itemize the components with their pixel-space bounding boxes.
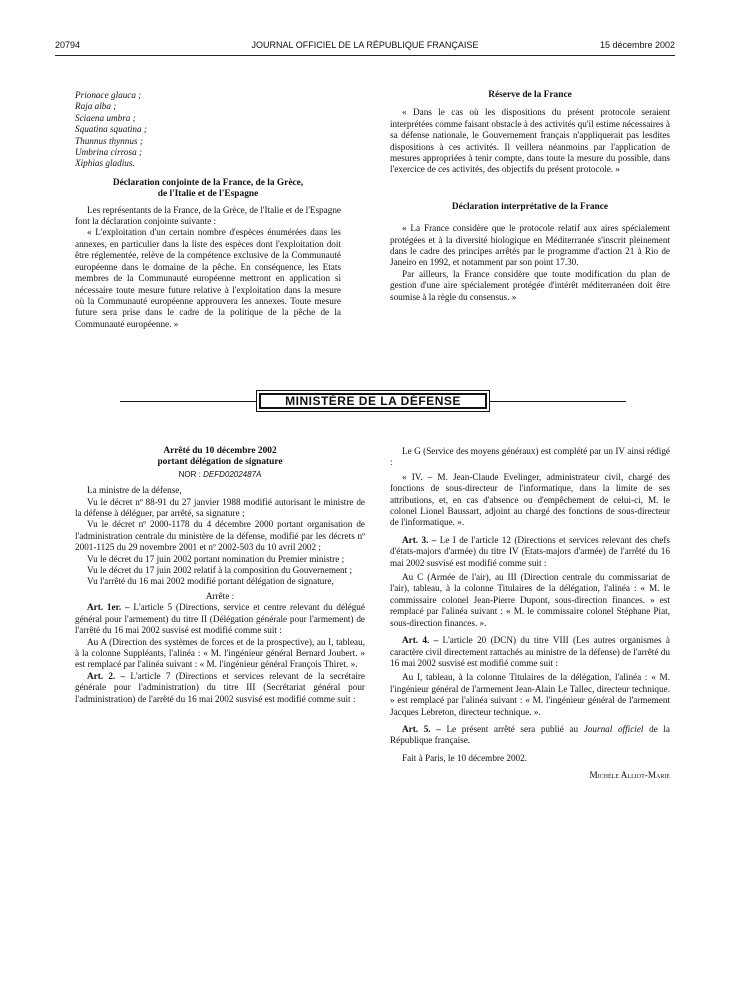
paragraph: Vu le décret nº 2000-1178 du 4 décembre 2000 portant organisation de l'administration centrale du ministère de la défense, modifié par les décrets nº 2001-1125 du 29 novembre 2001 et nº 2002-503 du 10 avril 2002 ; [75,519,365,553]
journal-title: JOURNAL OFFICIEL DE LA RÉPUBLIQUE FRANÇAISE [251,40,479,50]
article-3: Art. 3. – Le I de l'article 12 (Directions et services relevant des chefs d'états-majors d'armée) du titre IV (Etats-majors d'armée) de l'arrêté du 16 mai 2002 susvisé est modifié comme suit : [390,534,671,568]
nor-reference: NOR : DEFD0202487A [178,469,262,479]
arrete-label: Arrête : [205,590,235,601]
page-header [55,40,675,54]
arrete-left-column [75,446,365,705]
paragraph: Les représentants de la France, de la Grèce, de l'Italie et de l'Espagne font la déclaration conjointe suivante : [75,204,341,227]
paragraph: « La France considère que le protocole relatif aux aires spécialement protégées et à la diversité biologique en Méditerranée s'inscrit pleinement dans le cadre des principes arrêtés par le programme d'action 21 à Rio de Janeiro en 1992, et notamment par son point 17.30. [390,223,670,268]
arrete-subtitle: portant délégation de signature [157,457,283,468]
paragraph: « L'exploitation d'un certain nombre d'espèces énumérées dans les annexes, en particulier dans la liste des espèces dont l'exploitation doit être réglementée, relève de la compétence exclusive de la Communauté européenne dans le domaine de la pêche. En conséquence, les Etats membres de la Communauté européenne mettront en application si nécessaire toute mesure future relative à l'exploitation dans la mesure où la Communauté européenne approuvera les annexes. Toute mesure future sera prise dans le cadre de la politique de la pêche de la Communauté européenne. » [75,227,341,329]
article-2: Art. 2. – L'article 7 (Directions et services relevant de la secrétaire générale pour l'administration) du titre III (Secrétariat général pour l'administration) de l'arrêté du 16 mai 2002 susvisé est modifié comme suit : [75,670,366,704]
paragraph: « IV. – M. Jean-Claude Evelinger, administrateur civil, chargé des fonctions de sous-directeur de l'informatique, dans la limite de ses attributions, et, en cas d'absence ou d'empêchement de celui-ci, M. le colonel Lionel Baussart, adjoint au chargé des fonctions de sous-directeur de l'informatique. ». [390,471,670,528]
species-item: Squatina squatina ; [75,124,147,135]
header-rule [55,55,675,56]
paragraph: Vu le décret du 17 juin 2002 relatif à la composition du Gouvernement ; [87,565,353,576]
top-right-column [390,90,670,303]
paragraph: Au A (Direction des systèmes de forces et de la prospective), au I, tableau, à la colonne Suppléants, l'alinéa : « M. l'ingénieur général Bernard Joubert. » est remplacé par l'alinéa suivant : « M. l'ingénieur général François Thiret. ». [75,636,365,670]
paragraph: Au I, tableau, à la colonne Titulaires de la délégation, l'alinéa : « M. l'ingénieur général de l'armement Jean-Alain Le Tallec, directeur technique. » est remplacé par l'alinéa suivant : « M. l'ingénieur général de l'armement Jacques Lebreton, directeur technique. ». [390,672,670,717]
ministry-heading-text: MINISTÈRE DE LA DÉFENSE [259,393,487,409]
arrete-right-column [390,446,670,782]
species-item: Prionace glauca ; [75,90,142,100]
species-item: Raja alba ; [75,101,117,112]
species-item: Umbrina cirrosa ; [75,147,143,158]
heading-rule-right [490,401,626,402]
article-5: Art. 5. – Le présent arrêté sera publié au Journal officiel de la République française. [390,723,671,746]
arrete-title: Arrêté du 10 décembre 2002 [163,446,277,456]
heading-rule-left [120,401,256,402]
paragraph: La ministre de la défense, [87,485,182,496]
species-item: Sciaena umbra ; [75,112,136,123]
article-1: Art. 1er. – L'article 5 (Directions, service et centre relevant du délégué général pour l'armement) du titre II (Délégation générale pour l'armement) de l'arrêté du 16 mai 2002 susvisé est modifié comme suit : [75,602,365,636]
paragraph: « Dans le cas où les dispositions du présent protocole seraient interprétées comme faisant obstacle à des activités qu'il estime nécessaires à sa défense nationale, le Gouvernement français n'appliquerait pas lesdites dispositions à ces activités. Il veillera néanmoins par l'application de mesures appropriées à tenir compte, dans toute la mesure du possible, dans l'exercice de ces activités, des objectifs du présent protocole. » [390,107,670,175]
species-item: Xiphias gladius. [75,158,135,169]
paragraph: Vu le décret du 17 juin 2002 portant nomination du Premier ministre ; [87,553,345,564]
reserve-title: Réserve de la France [488,90,572,100]
paragraph: Vu l'arrêté du 16 mai 2002 modifié portant délégation de signature, [87,576,334,587]
top-left-column [75,90,341,330]
species-list [75,90,341,170]
signatory-name: Michèle Alliot-Marie [589,770,670,781]
paragraph: Le G (Service des moyens généraux) est complété par un IV ainsi rédigé : [390,446,670,468]
paragraph: Vu le décret nº 88-91 du 27 janvier 1988 modifié autorisant le ministre de la défense à déléguer, par arrêté, sa signature ; [75,496,365,519]
paragraph: Par ailleurs, la France considère que toute modification du plan de gestion d'une aire spécialement protégée d'intérêt méditerranéen doit être soumise à la règle du consensus. » [390,268,670,302]
paragraph: Au C (Armée de l'air), au III (Direction centrale du commissariat de l'air), tableau, à la colonne Titulaires de la délégation, l'alinéa : « M. le commissaire colonel Jean-Pierre Dupont, sous-direction finances. » est remplacé par l'alinéa suivant : « M. le commissaire colonel Stéphane Piat, sous-direction finances. ». [390,572,670,628]
page-number: 20794 [55,40,81,50]
species-item: Thunnus thynnus ; [75,135,143,146]
ministry-heading [256,390,490,412]
declaration-title-line-2: de l'Italie et de l'Espagne [157,189,259,200]
done-at-line: Fait à Paris, le 10 décembre 2002. [402,752,528,763]
interpretive-declaration-title: Déclaration interprétative de la France [451,201,609,212]
issue-date: 15 décembre 2002 [599,40,675,50]
declaration-title: Déclaration conjointe de la France, de la Grèce, [112,177,304,188]
article-4: Art. 4. – L'article 20 (DCN) du titre VIII (Les autres organismes à caractère civil directement rattachés au ministre de la défense) de l'arrêté du 16 mai 2002 susvisé est modifié comme suit : [390,635,670,668]
